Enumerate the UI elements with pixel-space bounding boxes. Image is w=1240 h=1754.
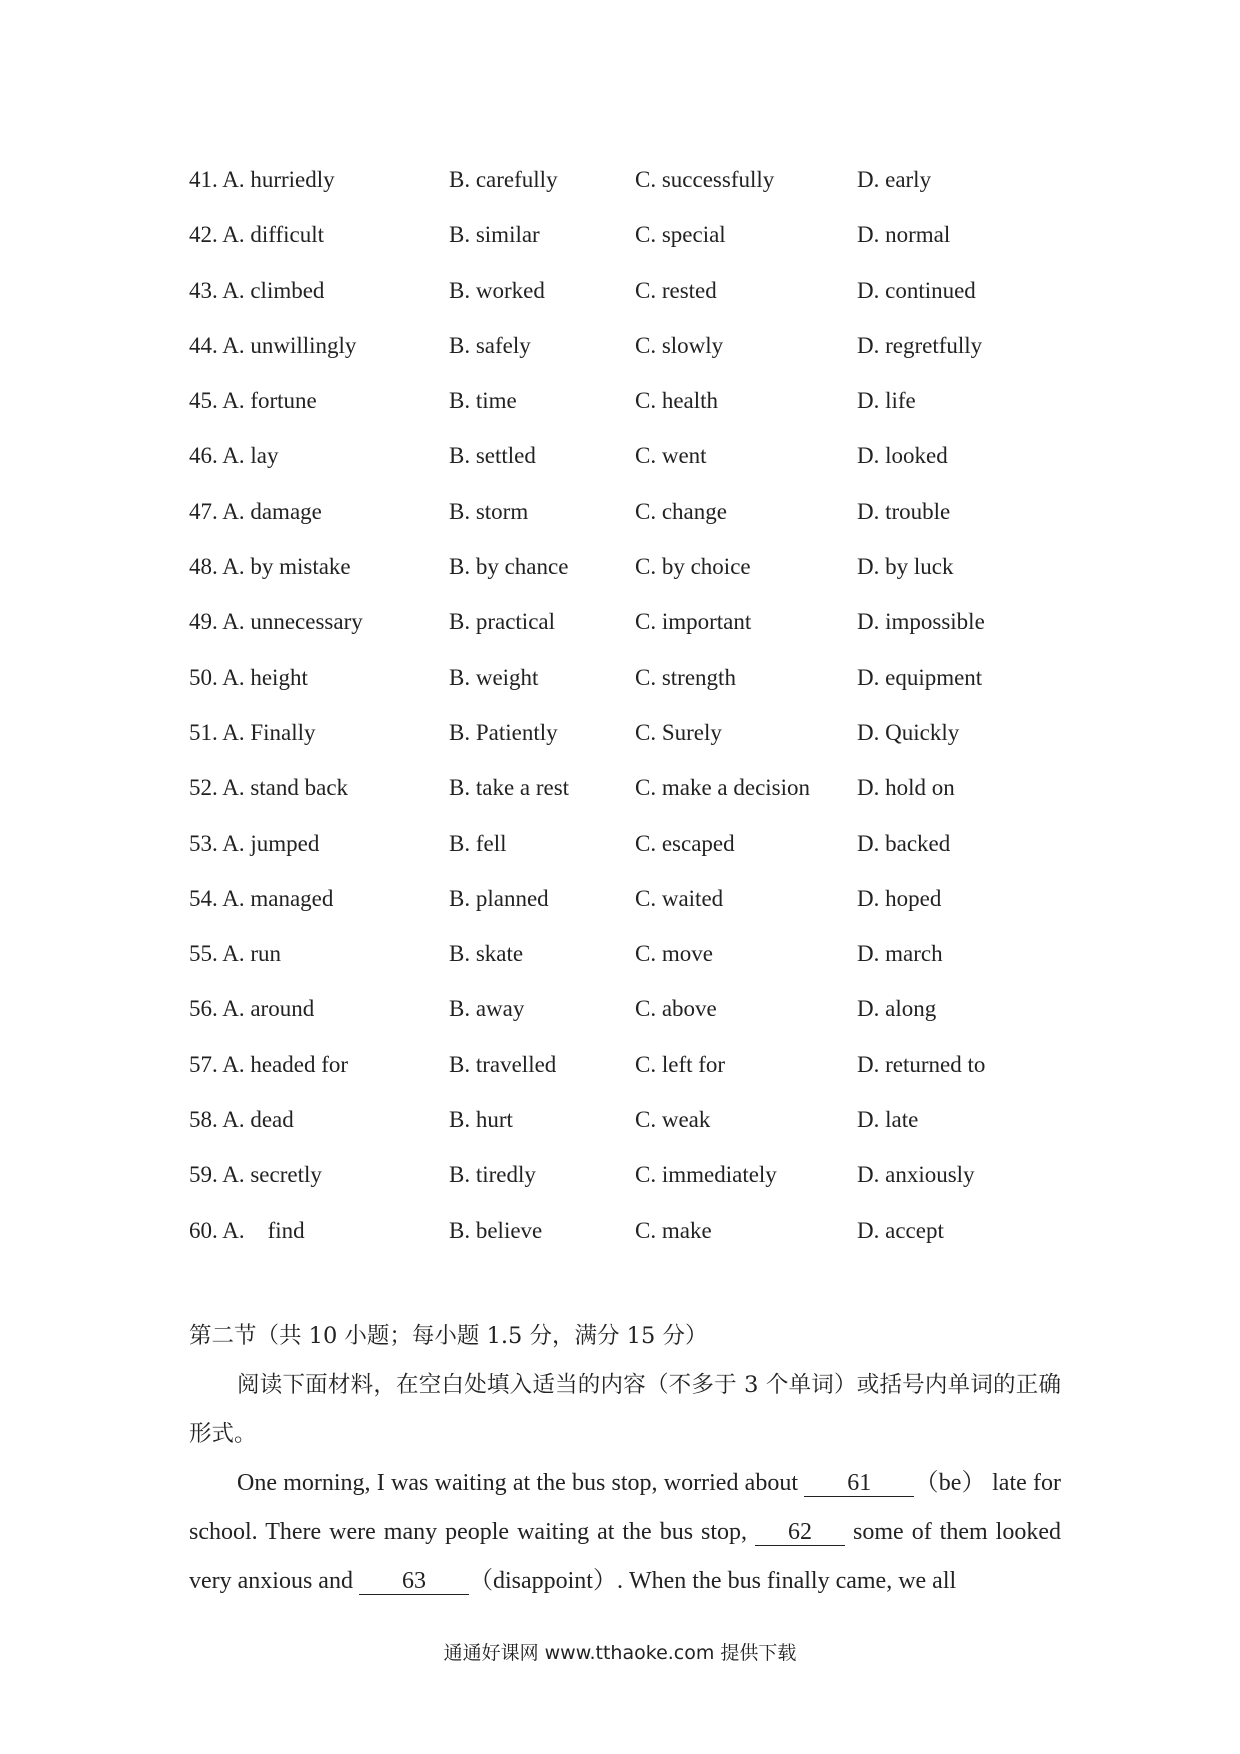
option-d: D. march	[857, 941, 943, 967]
option-b: B. hurt	[449, 1107, 513, 1133]
question-row	[189, 1100, 1089, 1155]
option-c: C. above	[635, 996, 717, 1022]
option-d: D. hoped	[857, 885, 942, 911]
option-b: B. by chance	[449, 554, 569, 580]
option-b: B. time	[449, 388, 517, 414]
option-b: B. practical	[449, 609, 556, 635]
question-row	[189, 879, 1089, 934]
question-row	[189, 934, 1089, 989]
option-c: C. move	[635, 941, 713, 967]
section-instruction: 阅读下面材料，在空白处填入适当的内容（不多于 3 个单词）或括号内单词的正确形式。	[189, 1372, 1061, 1447]
question-row	[189, 989, 1089, 1044]
option-c: C. immediately	[635, 1162, 777, 1188]
option-b: B. believe	[449, 1217, 543, 1243]
option-d: D. looked	[857, 443, 948, 469]
option-a: 59. A. secretly	[189, 1162, 322, 1188]
option-d: D. by luck	[857, 554, 954, 580]
question-row	[189, 492, 1089, 547]
option-a: 51. A. Finally	[189, 719, 316, 745]
option-c: C. left for	[635, 1051, 726, 1077]
option-d: D. accept	[857, 1217, 944, 1243]
blank-62: 62	[755, 1519, 845, 1546]
option-a: 58. A. dead	[189, 1107, 294, 1133]
question-row	[189, 1155, 1089, 1210]
question-row	[189, 160, 1089, 215]
option-b: B. similar	[449, 222, 540, 248]
option-b: B. worked	[449, 277, 545, 303]
option-a: 52. A. stand back	[189, 775, 349, 801]
question-row	[189, 1211, 1089, 1266]
option-d: D. backed	[857, 830, 951, 856]
option-b: B. weight	[449, 664, 539, 690]
option-b: B. carefully	[449, 167, 558, 192]
option-d: D. late	[857, 1107, 919, 1133]
option-a: 44. A. unwillingly	[189, 332, 357, 358]
option-a: 55. A. run	[189, 941, 281, 967]
option-a: 57. A. headed for	[189, 1051, 349, 1077]
option-a: 48. A. by mistake	[189, 554, 351, 580]
option-c: C. went	[635, 443, 707, 469]
section-heading: 第二节（共 10 小题；每小题 1.5 分，满分 15 分）	[189, 1323, 708, 1349]
option-a: 42. A. difficult	[189, 222, 325, 248]
multiple-choice-options	[189, 160, 1089, 1266]
option-b: B. settled	[449, 443, 536, 469]
option-c: C. Surely	[635, 719, 722, 745]
passage-text: some of them looked very anxious and	[189, 1519, 1061, 1594]
option-b: B. storm	[449, 498, 529, 524]
option-c: C. health	[635, 388, 719, 414]
option-d: D. life	[857, 388, 916, 414]
option-c: C. weak	[635, 1107, 711, 1133]
option-d: D. impossible	[857, 609, 985, 635]
question-row	[189, 271, 1089, 326]
option-a: 41. A. hurriedly	[189, 167, 335, 192]
question-row	[189, 436, 1089, 491]
passage-text: （disappoint）. When the bus finally came, we all	[468, 1568, 957, 1594]
question-row	[189, 381, 1089, 436]
question-row	[189, 602, 1089, 657]
question-row	[189, 658, 1089, 713]
option-b: B. Patiently	[449, 719, 558, 745]
option-b: B. fell	[449, 830, 507, 856]
option-c: C. change	[635, 498, 727, 524]
option-c: C. waited	[635, 885, 724, 911]
option-c: C. important	[635, 609, 752, 635]
option-b: B. away	[449, 996, 525, 1022]
option-b: B. take a rest	[449, 775, 570, 801]
option-d: D. trouble	[857, 498, 951, 524]
option-b: B. skate	[449, 941, 524, 967]
question-row	[189, 326, 1089, 381]
option-d: D. normal	[857, 222, 951, 248]
question-row	[189, 547, 1089, 602]
option-a: 60. A. find	[189, 1217, 305, 1243]
passage-text: One morning, I was waiting at the bus stop, worried about	[237, 1470, 805, 1496]
option-a: 45. A. fortune	[189, 388, 317, 414]
option-d: D. early	[857, 167, 932, 192]
option-c: C. special	[635, 222, 726, 248]
option-c: C. make	[635, 1217, 712, 1243]
question-row	[189, 824, 1089, 879]
option-a: 46. A. lay	[189, 443, 279, 469]
option-c: C. by choice	[635, 554, 751, 580]
option-a: 53. A. jumped	[189, 830, 320, 856]
option-b: B. tiredly	[449, 1162, 536, 1188]
option-c: C. rested	[635, 277, 717, 303]
question-row	[189, 1045, 1089, 1100]
page-footer: 通通好课网 www.tthaoke.com 提供下载	[443, 1642, 797, 1664]
option-a: 50. A. height	[189, 664, 308, 690]
option-c: C. make a decision	[635, 775, 811, 801]
option-c: C. slowly	[635, 332, 724, 358]
option-d: D. along	[857, 996, 937, 1022]
option-d: D. Quickly	[857, 719, 960, 745]
question-row	[189, 215, 1089, 270]
option-b: B. planned	[449, 885, 549, 911]
option-d: D. returned to	[857, 1051, 986, 1077]
option-d: D. anxiously	[857, 1162, 975, 1188]
option-c: C. successfully	[635, 167, 775, 192]
option-b: B. safely	[449, 332, 531, 358]
option-a: 54. A. managed	[189, 885, 334, 911]
section-two	[189, 1312, 1061, 1606]
option-a: 47. A. damage	[189, 498, 322, 524]
question-row	[189, 768, 1089, 823]
option-a: 49. A. unnecessary	[189, 609, 363, 635]
option-a: 56. A. around	[189, 996, 315, 1022]
option-b: B. travelled	[449, 1051, 557, 1077]
passage-text: （be） late for school. There were many people waiting at the bus stop,	[189, 1470, 1062, 1545]
question-row	[189, 713, 1089, 768]
option-d: D. regretfully	[857, 332, 983, 358]
option-d: D. hold on	[857, 775, 955, 801]
option-a: 43. A. climbed	[189, 277, 325, 303]
option-d: D. continued	[857, 277, 976, 303]
blank-63: 63	[359, 1568, 469, 1595]
option-d: D. equipment	[857, 664, 983, 690]
option-c: C. escaped	[635, 830, 735, 856]
blank-61: 61	[804, 1470, 914, 1497]
option-c: C. strength	[635, 664, 736, 690]
passage-paragraph	[189, 1459, 1061, 1606]
